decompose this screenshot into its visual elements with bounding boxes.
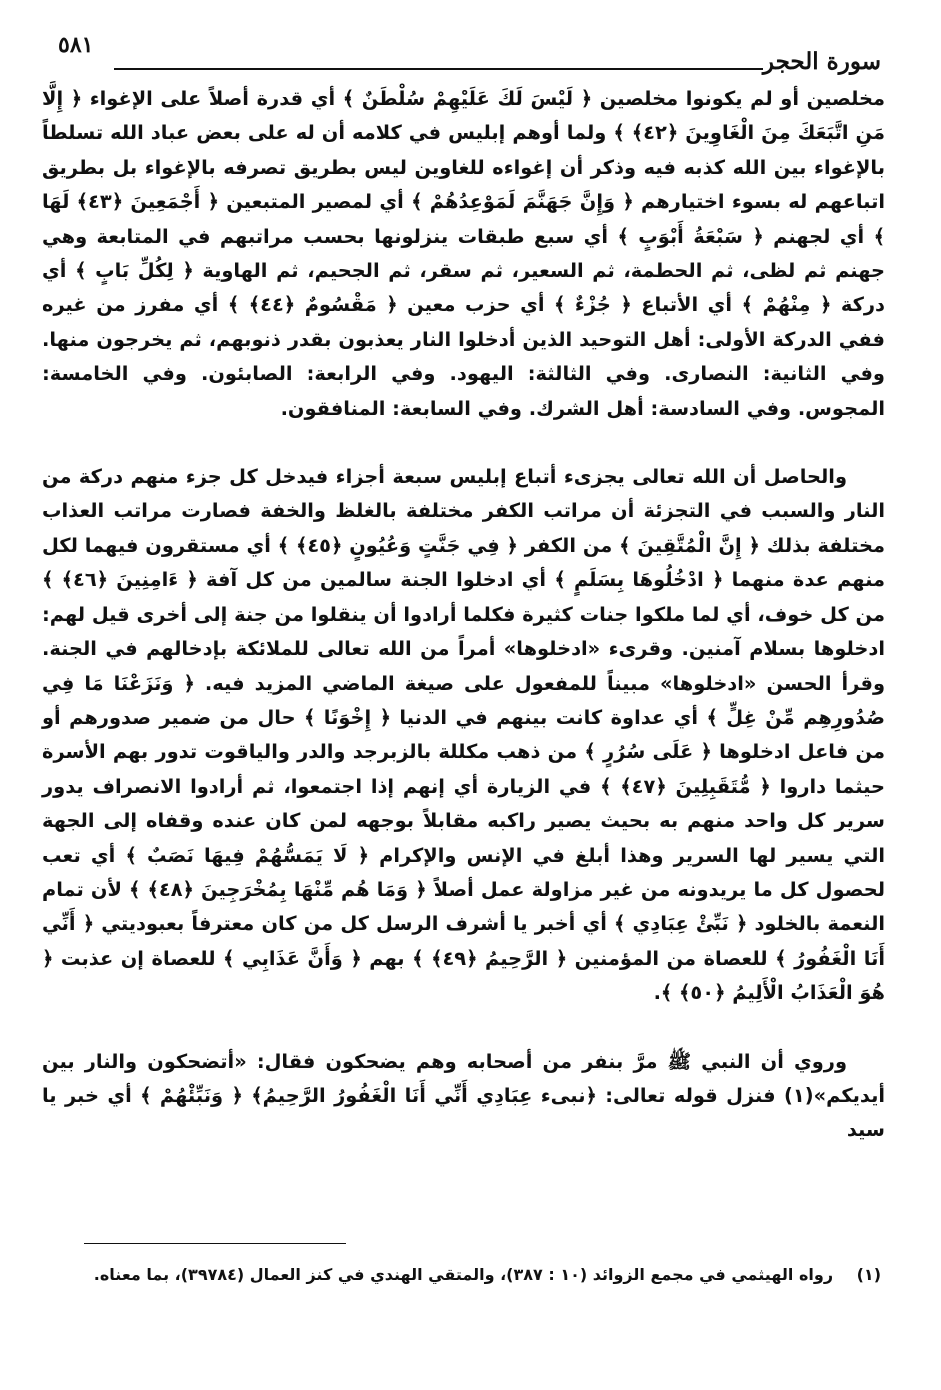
footnote-text: رواه الهيثمي في مجمع الزوائد (١٠ : ٣٨٧)، والمتقي الهندي في كنز العمال (٣٩٧٨٤)، بما معناه.	[93, 1265, 834, 1284]
footnote	[74, 1262, 881, 1288]
paragraph-1: مخلصين أو لم يكونوا مخلصين ﴿ لَيْسَ لَكَ عَلَيْهِمْ سُلْطَنٌ ﴾ أي قدرة أصلاً على الإغواء ﴿ إِلَّا مَنِ اتَّبَعَكَ مِنَ الْغَاوِينَ ﴿٤٢﴾ ﴾ ولما أوهم إبليس في كلامه أن له على بعض عباد الله تسلطاً بالإغواء بين الله كذبه فيه وذكر أن إغواءه للغاوين ليس بطريق تصرفه بالإغواء بل بطريق اتباعهم له بسوء اختيارهم ﴿ وَإِنَّ جَهَنَّمَ لَمَوْعِدُهُمْ ﴾ أي لمصير المتبعين ﴿ أَجْمَعِينَ ﴿٤٣﴾ لَهَا ﴾ أي لجهنم ﴿ سَبْعَةُ أَبْوَبٍ ﴾ أي سبع طبقات ينزلونها بحسب مراتبهم في المتابعة وهي جهنم ثم لظى، ثم الحطمة، ثم السعير، ثم سقر، ثم الجحيم، ثم الهاوية ﴿ لِكُلِّ بَابٍ ﴾ أي دركة ﴿ مِنْهُمْ ﴾ أي الأتباع ﴿ جُزْءٌ ﴾ أي حزب معين ﴿ مَقْسُومٌ ﴿٤٤﴾ ﴾ أي مفرز من غيره ففي الدركة الأولى: أهل التوحيد الذين أدخلوا النار يعذبون بقدر ذنوبهم، ثم يخرجون منها. وفي الثانية: النصارى. وفي الثالثة: اليهود. وفي الرابعة: الصابئون. وفي الخامسة: المجوس. وفي السادسة: أهل الشرك. وفي السابعة: المنافقون.	[42, 87, 886, 420]
paragraph-2: والحاصل أن الله تعالى يجزىء أتباع إبليس سبعة أجزاء فيدخل كل جزء منهم دركة من النار والسبب في التجزئة أن مراتب الكفر مختلفة بالغلظ والخفة فصارت مراتب العذاب مختلفة بذلك ﴿ إِنَّ الْمُتَّقِينَ ﴾ من الكفر ﴿ فِي جَنَّتٍ وَعُيُونٍ ﴿٤٥﴾ ﴾ أي مستقرون فيهما لكل منهم عدة منهما ﴿ ادْخُلُوهَا بِسَلَمٍ ﴾ أي ادخلوا الجنة سالمين من كل آفة ﴿ ءَامِنِينَ ﴿٤٦﴾ ﴾ من كل خوف، أي لما ملكوا جنات كثيرة فكلما أرادوا أن ينقلوا من جنة إلى أخرى قيل لهم: ادخلوها بسلام آمنين. وقرىء «ادخلوها» أمراً من الله تعالى للملائكة بإدخالهم في الجنة. وقرأ الحسن «ادخلوها» مبيناً للمفعول على صيغة الماضي المزيد فيه. ﴿ وَنَزَعْنَا مَا فِي صُدُورِهِم مِّنْ غِلٍّ ﴾ أي عداوة كانت بينهم في الدنيا ﴿ إِخْوَنًا ﴾ حال من ضمير صدورهم أو من فاعل ادخلوها ﴿ عَلَى سُرُرٍ ﴾ من ذهب مكللة بالزبرجد والدر والياقوت تدور بهم الأسرة حيثما داروا ﴿ مُّتَقَبِلِينَ ﴿٤٧﴾ ﴾ في الزيارة أي إنهم إذا اجتمعوا، ثم أرادوا الانصراف يدور سرير كل واحد منهم به بحيث يصير راكبه مقابلاً بوجهه لمن كان عنده وقفاه إلى الجهة التي يسير لها السرير وهذا أبلغ في الإنس والإكرام ﴿ لَا يَمَسُّهُمْ فِيهَا نَصَبٌ ﴾ أي تعب لحصول كل ما يريدونه من غير مزاولة عمل أصلاً ﴿ وَمَا هُم مِّنْهَا بِمُخْرَجِينَ ﴿٤٨﴾ ﴾ لأن تمام النعمة بالخلود ﴿ نَبِّئْ عِبَادِي ﴾ أي أخبر يا أشرف الرسل كل من كان معترفاً بعبوديتي ﴿ أَنِّي أَنَا الْغَفُورُ ﴾ للعصاة من المؤمنين ﴿ الرَّحِيمُ ﴿٤٩﴾ ﴾ بهم ﴿ وَأَنَّ عَذَابِي ﴾ للعصاة إن عذبت ﴿ هُوَ الْعَذَابُ الْأَلِيمُ ﴿٥٠﴾ ﴾.	[42, 465, 885, 1005]
footnote-separator	[84, 1243, 346, 1244]
surah-title: سورة الحجر	[762, 48, 881, 75]
footnote-number: (١)	[856, 1265, 881, 1284]
tafsir-body	[42, 82, 885, 1148]
paragraph-3: وروي أن النبي ﷺ مرَّ بنفر من أصحابه وهم يضحكون فقال: «أتضحكون والنار بين أيديكم»(١) فنزل قوله تعالى: ﴿نبىء عِبَادِي أَنِّي أَنَا الْغَفُورُ الرَّحِيمُ﴾ ﴿ وَنَبِّئْهُمْ ﴾ أي خبر يا سيد	[42, 1049, 885, 1142]
page-number: ٥٨١	[58, 32, 94, 58]
running-header	[58, 26, 881, 74]
header-rule	[114, 68, 763, 70]
